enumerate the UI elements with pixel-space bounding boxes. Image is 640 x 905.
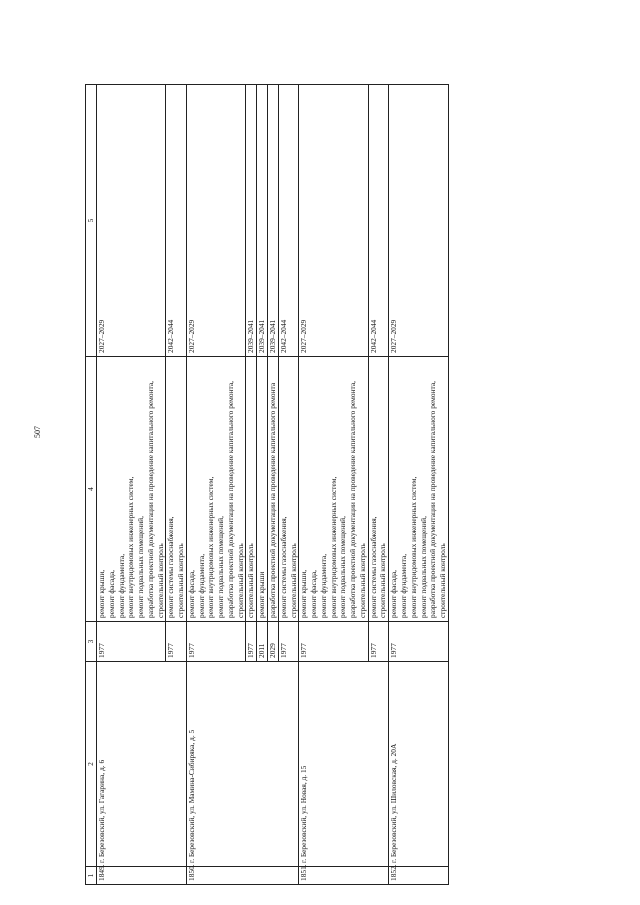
repair-schedule-table (85, 84, 449, 885)
row-work-list: разработка проектной документации на проведение капитального ремонта (268, 357, 279, 622)
header-col-4: 4 (86, 357, 97, 622)
entry-number: 1850. (186, 867, 298, 885)
row-period: 2039–2041 (268, 85, 279, 357)
header-col-1: 1 (86, 867, 97, 885)
table-row (389, 85, 449, 885)
row-work-list: ремонт системы газоснабжения, строительный контроль (368, 357, 389, 622)
header-col-3: 3 (86, 622, 97, 662)
header-col-5: 5 (86, 85, 97, 357)
row-work-list: ремонт фасада, ремонт фундамента, ремонт внутридомовых инженерных систем, ремонт подвальных помещений, разработка проектной документации на проведение капитального ремонта, строительный контроль (389, 357, 449, 622)
entry-address: г. Березовский, ул. Гагарина, д. 6 (97, 662, 187, 867)
row-work-list: ремонт системы газоснабжения, строительный контроль (166, 357, 187, 622)
table-frame (85, 85, 615, 881)
row-period: 2027–2029 (299, 85, 368, 357)
table-row (186, 85, 246, 885)
row-work-list: ремонт крыши (257, 357, 268, 622)
row-work-list: строительный контроль (246, 357, 257, 622)
row-year: 1977 (166, 622, 187, 662)
row-year: 1977 (299, 622, 368, 662)
entry-address: г. Березовский, ул. Мамина-Сибиряка, д. 5 (186, 662, 298, 867)
row-period: 2042–2044 (166, 85, 187, 357)
header-col-2: 2 (86, 662, 97, 867)
row-year: 2011 (257, 622, 268, 662)
row-period: 2027–2029 (186, 85, 246, 357)
page-number: 507 (33, 426, 42, 438)
row-period: 2042–2044 (368, 85, 389, 357)
row-year: 1977 (368, 622, 389, 662)
row-period: 2027–2029 (389, 85, 449, 357)
table-body (97, 85, 449, 885)
table-row (97, 85, 166, 885)
entry-number: 1852. (389, 867, 449, 885)
row-period: 2039–2041 (257, 85, 268, 357)
row-work-list: ремонт фасада, ремонт фундамента, ремонт внутридомовых инженерных систем, ремонт подвальных помещений, разработка проектной документации на проведение капитального ремонта, строительный контроль (186, 357, 246, 622)
table-row (299, 85, 368, 885)
row-work-list: ремонт крыши, ремонт фасада, ремонт фундамента, ремонт внутридомовых инженерных систем, ремонт подвальных помещений, разработка проектной документации на проведение капитального ремонта, строительный контроль (299, 357, 368, 622)
row-work-list: ремонт системы газоснабжения, строительный контроль (278, 357, 299, 622)
entry-address: г. Березовский, ул. Новая, д. 15 (299, 662, 389, 867)
row-period: 2027–2029 (97, 85, 166, 357)
header-row (86, 85, 97, 885)
row-year: 1977 (97, 622, 166, 662)
entry-number: 1851. (299, 867, 389, 885)
row-year: 1977 (389, 622, 449, 662)
row-year: 1977 (278, 622, 299, 662)
row-period: 2039–2041 (246, 85, 257, 357)
entry-number: 1849. (97, 867, 187, 885)
rotated-table-wrapper (85, 85, 600, 885)
row-period: 2042–2044 (278, 85, 299, 357)
row-work-list: ремонт крыши, ремонт фасада, ремонт фундамента, ремонт внутридомовых инженерных систем, ремонт подвальных помещений, разработка проектной документации на проведение капитального ремонта, строительный контроль (97, 357, 166, 622)
row-year: 1977 (186, 622, 246, 662)
row-year: 1977 (246, 622, 257, 662)
entry-address: г. Березовский, ул. Шиловская, д. 20А (389, 662, 449, 867)
row-year: 2029 (268, 622, 279, 662)
